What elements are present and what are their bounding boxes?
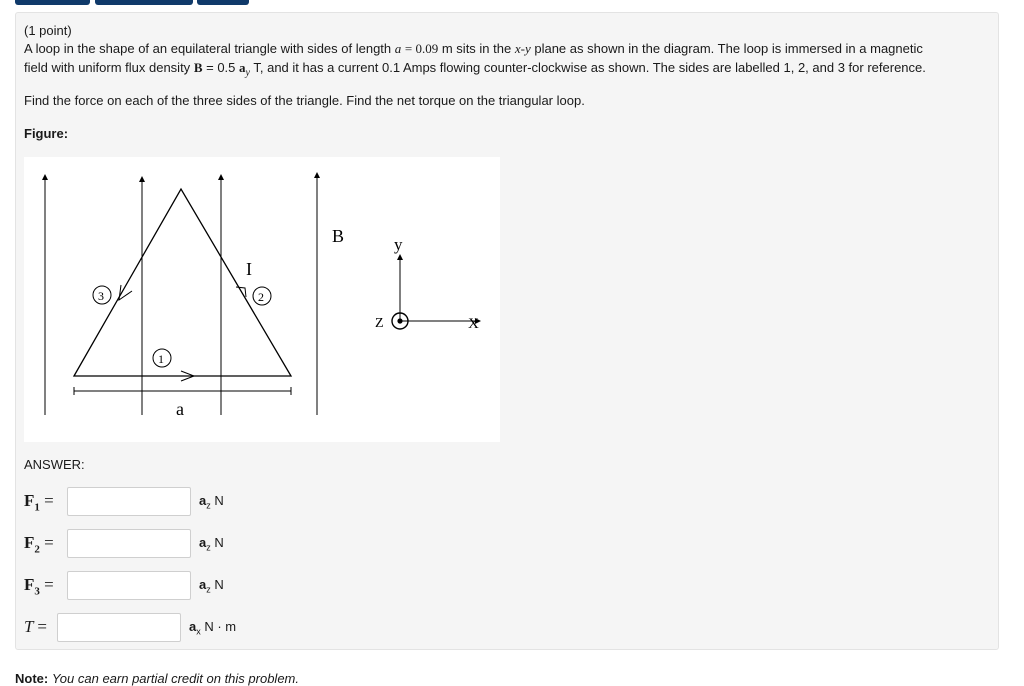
length-label-a: a xyxy=(176,399,184,419)
problem-line-1: A loop in the shape of an equilateral triangle with sides of length a = 0.09 m sits in the x-y plane as shown in the diagram. The loop is immersed in a magnetic xyxy=(24,41,923,56)
side1-number: 1 xyxy=(158,352,164,366)
f3-unit: $a_z$ N xyxy=(199,577,224,595)
nav-tab-3[interactable] xyxy=(197,0,249,5)
axis-label-z: Z xyxy=(375,316,384,331)
triangle-loop-diagram xyxy=(24,157,500,442)
current-label-I: I xyxy=(246,259,252,279)
problem-instruction: Find the force on each of the three sides of the triangle. Find the net torque on the triangular loop. xyxy=(24,93,585,108)
f2-input[interactable] xyxy=(67,529,191,558)
f2-unit: $a_z$ N xyxy=(199,535,224,553)
figure-diagram xyxy=(24,157,500,442)
answer-heading: ANSWER: xyxy=(24,457,85,472)
problem-points: (1 point) xyxy=(24,23,72,38)
torque-label: T = xyxy=(24,617,47,636)
z-axis-dot xyxy=(397,318,402,323)
figure-label: Figure: xyxy=(24,126,69,141)
f1-unit: $a_z$ N xyxy=(199,493,224,511)
nav-tab-2[interactable] xyxy=(95,0,193,5)
side3-number: 3 xyxy=(98,289,104,303)
partial-credit-note: Note: You can earn partial credit on this problem. xyxy=(15,671,299,686)
triangle-loop xyxy=(74,189,291,376)
f2-label: $F_2$ = xyxy=(24,533,54,556)
f3-label: $F_3$ = xyxy=(24,575,54,598)
axis-label-x: X xyxy=(468,316,479,332)
axis-label-y: y xyxy=(394,235,403,254)
f3-input[interactable] xyxy=(67,571,191,600)
nav-tab-1[interactable] xyxy=(15,0,90,5)
side2-number: 2 xyxy=(258,290,264,304)
problem-line-2: field with uniform flux density B = 0.5 $a_y$ T, and it has a current 0.1 Amps flowing counter-clockwise as shown. The sides are labelled 1, 2, and 3 for reference. xyxy=(24,60,926,79)
f1-label: $F_1$ = xyxy=(24,491,54,514)
f1-input[interactable] xyxy=(67,487,191,516)
torque-input[interactable] xyxy=(57,613,181,642)
torque-unit: $a_x$ N · m xyxy=(189,619,237,637)
field-label-B: B xyxy=(332,226,345,246)
